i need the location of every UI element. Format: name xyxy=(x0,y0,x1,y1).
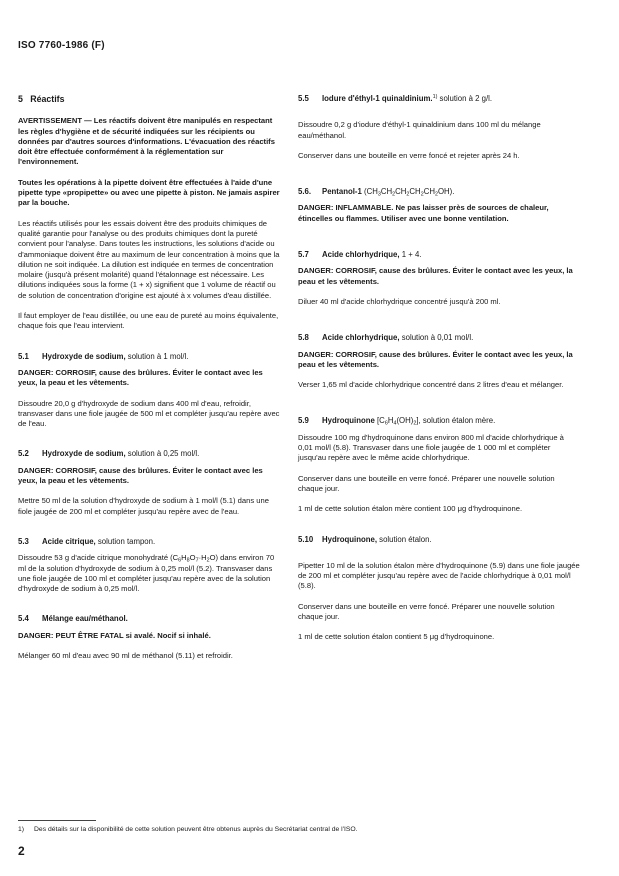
subsection-5-3-heading: 5.3 Acide citrique, solution tampon. xyxy=(18,536,156,546)
body-5-8: Verser 1,65 ml d'acide chlorhydrique concentré dans 2 litres d'eau et mélanger. xyxy=(298,380,564,390)
keep-5-9: Conserver dans une bouteille en verre foncé. Préparer une nouvelle solution chaque jour. xyxy=(298,473,555,493)
note-5-9: 1 ml de cette solution étalon mère contient 100 μg d'hydroquinone. xyxy=(298,504,523,514)
danger-5-6: DANGER: INFLAMMABLE. Ne pas laisser près de sources de chaleur, étincelles ou flammes. Utiliser avec une bonne ventilation. xyxy=(298,203,549,223)
right-column xyxy=(298,94,580,653)
subsection-5-6-heading: 5.6. Pentanol-1 $(CH_3CH_2CH_2CH_2CH_2OH)$. xyxy=(298,187,455,198)
body-5-2: Mettre 50 ml de la solution d'hydroxyde de sodium à 1 mol/l (5.1) dans une fiole jaugée de 200 ml et compléter jusqu'au repère avec de l'eau. xyxy=(18,496,269,516)
footnote xyxy=(18,826,598,833)
body-5-7: Diluer 40 ml d'acide chlorhydrique concentré jusqu'à 200 ml. xyxy=(298,296,501,306)
warning-paragraph: AVERTISSEMENT — Les réactifs doivent être manipulés en respectant les règles d'hygiène et de sécurité indiquées sur les récipients ou données par d'autres sources d'informations. L'évacuation des réactifs doit être effectuée conformément à la réglementation sur l'environnement. xyxy=(18,116,275,167)
left-column xyxy=(18,94,284,671)
subsection-5-4-heading: 5.4 Mélange eau/méthanol. xyxy=(18,614,128,624)
footnote-rule xyxy=(18,820,96,821)
keep-5-10: Conserver dans une bouteille en verre foncé. Préparer une nouvelle solution chaque jour. xyxy=(298,601,555,622)
danger-5-7: DANGER: CORROSIF, cause des brûlures. Éviter le contact avec les yeux, la peau et les vêtements. xyxy=(298,266,573,286)
subsection-5-2-heading: 5.2 Hydroxyde de sodium, solution à 0,25 mol/l. xyxy=(18,449,200,459)
subsection-5-1-heading: 5.1 Hydroxyde de sodium, solution à 1 mol/l. xyxy=(18,351,189,361)
section-title: Réactifs xyxy=(30,94,65,104)
keep-5-5: Conserver dans une bouteille en verre foncé et rejeter après 24 h. xyxy=(298,150,520,160)
page-number: 2 xyxy=(18,844,25,858)
water-paragraph: Il faut employer de l'eau distillée, ou une eau de pureté au moins équivalente, chaque fois que l'eau intervient. xyxy=(18,311,279,331)
reagent-quality-paragraph: Les réactifs utilisés pour les essais doivent être des produits chimiques de qualité garantie pour l'analyse ou des produits chimiques dont la pureté convient pour l'analyse. Dans toutes les instructions, les solutions d'acide ou d'ammoniaque doivent être au maximum de leur concentration à moins que la dilution ne soit indiquée. La dilution est indiquée en termes de concentration molaire (jusqu'à présent molarité) quand l'étalonnage est nécessaire. Les dilutions indiquées sous la forme (1 + x) signifient que 1 volume de réactif ou de solution de concentration d'origine est ajouté à x volumes d'eau distillée. xyxy=(18,218,280,300)
danger-5-8: DANGER: CORROSIF, cause des brûlures. Éviter le contact avec les yeux, la peau et les vêtements. xyxy=(298,349,573,369)
subsection-5-9-heading: 5.9 Hydroquinone $[C_6H_4(OH)_2]$, solution étalon mère. xyxy=(298,416,496,427)
body-5-9: Dissoudre 100 mg d'hydroquinone dans environ 800 ml d'acide chlorhydrique à 0,01 mol/l (5.8). Transvaser dans une fiole jaugée de 1 000 ml et compléter jusqu'au repère avec le même acide chlorhydrique. xyxy=(298,432,564,463)
document-header: ISO 7760-1986 (F) xyxy=(18,40,105,51)
pipette-paragraph: Toutes les opérations à la pipette doivent être effectuées à l'aide d'une pipette type «propipette» ou avec une pipette à piston. Ne jamais aspirer par la bouche. xyxy=(18,177,280,208)
subsection-5-10-heading: 5.10 Hydroquinone, solution étalon. xyxy=(298,534,432,544)
subsection-5-7-heading: 5.7 Acide chlorhydrique, 1 + 4. xyxy=(298,250,422,260)
section-heading xyxy=(18,94,284,104)
note-5-10: 1 ml de cette solution étalon contient 5 μg d'hydroquinone. xyxy=(298,632,495,642)
body-5-10: Pipetter 10 ml de la solution étalon mère d'hydroquinone (5.9) dans une fiole jaugée de 200 ml et compléter jusqu'au repère avec de l'acide chlorhydrique à 0,01 mol/l (5.8). xyxy=(298,560,580,591)
body-5-1: Dissoudre 20,0 g d'hydroxyde de sodium dans 400 ml d'eau, refroidir, transvaser dans une fiole jaugée de 500 ml et compléter jusqu'au repère avec de l'eau. xyxy=(18,398,280,429)
subsection-5-8-heading: 5.8 Acide chlorhydrique, solution à 0,01 mol/l. xyxy=(298,333,474,343)
body-5-3: Dissoudre 53 g d'acide citrique monohydraté $(C_6H_8O_7\cdot H_2O)$ dans environ 70 ml de la solution d'hydroxyde de sodium à 0,25 mol/l (5.2). Transvaser dans une fiole jaugée de 100 ml et compléter jusqu'au repère avec de la solution d'hydroxyde de sodium à 0,25 mol/l. xyxy=(18,553,275,594)
section-number: 5 xyxy=(18,94,23,104)
danger-5-1: DANGER: CORROSIF, cause des brûlures. Éviter le contact avec les yeux, la peau et les vêtements. xyxy=(18,367,263,388)
subsection-5-5-heading: 5.5 Iodure d'éthyl-1 quinaldinium.$^{1)}$ solution à 2 g/l. xyxy=(298,94,493,103)
body-5-4: Mélanger 60 ml d'eau avec 90 ml de méthanol (5.11) et refroidir. xyxy=(18,650,233,660)
danger-5-4: DANGER: PEUT ÊTRE FATAL si avalé. Nocif si inhalé. xyxy=(18,630,211,640)
footnote-mark: 1) xyxy=(18,826,25,833)
footnote-text: Des détails sur la disponibilité de cette solution peuvent être obtenus auprès du Secrétariat central de l'ISO. xyxy=(34,826,358,833)
danger-5-2: DANGER: CORROSIF, cause des brûlures. Éviter le contact avec les yeux, la peau et les vêtements. xyxy=(18,465,263,486)
body-5-5: Dissoudre 0,2 g d'iodure d'éthyl-1 quinaldinium dans 100 ml du mélange eau/méthanol. xyxy=(298,120,541,140)
